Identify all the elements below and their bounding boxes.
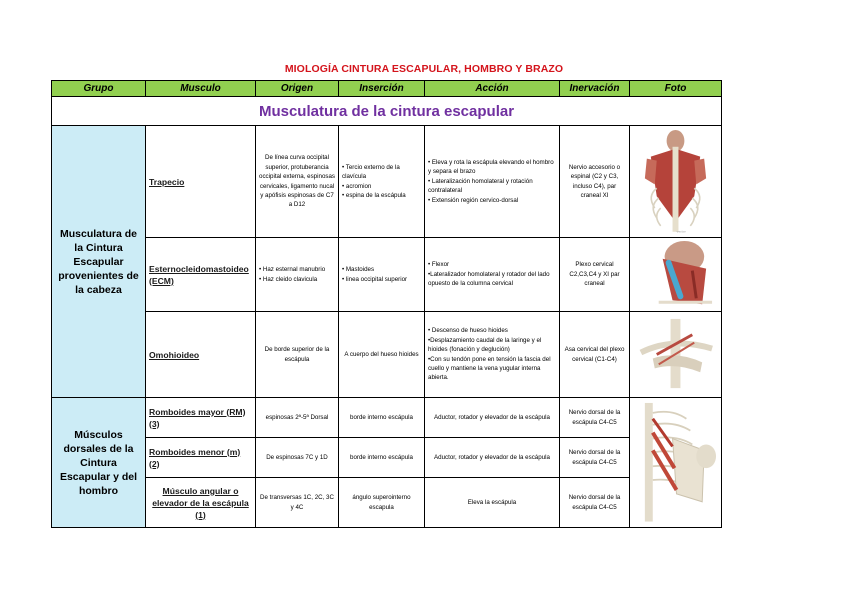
muscle-name: Trapecio [146,126,256,238]
photo-cell [630,398,722,528]
insertion-cell [339,126,425,238]
table-row [52,126,722,238]
origin-line: • Haz cleido clavicula [259,275,318,283]
insertion-cell: A cuerpo del hueso hioides [339,312,425,398]
section-row [52,97,722,126]
action-line: • Descenso de hueso hioides [428,327,508,335]
trapezius-illustration [633,127,718,236]
action-line: • Extensión región cervico-dorsal [428,196,519,204]
rhomboid-illustration [633,399,718,526]
innervation-cell: Asa cervical del plexo cervical (C1-C4) [560,312,630,398]
insertion-cell: borde interno escápula [339,398,425,438]
action-cell: Eleva la escápula [425,478,560,528]
table-row [52,438,722,478]
table-row [52,238,722,312]
origin-cell: De transversas 1C, 2C, 3C y 4C [256,478,339,528]
group-name: Músculos dorsales de la Cintura Escapular y del hombro [52,398,146,528]
action-cell [425,126,560,238]
action-line: •Lateralizador homolateral y rotador del lado opuesto de la columna cervical [428,270,550,288]
action-line: • Flexor [428,261,450,269]
action-line: •Con su tendón pone en tensión la fascia del cuello y mantiene la vena yugular interna abierta. [428,355,551,382]
insertion-line: • linea occipital superior [342,275,408,283]
action-cell: Aductor, rotador y elevador de la escápula [425,438,560,478]
innervation-cell: Nervio accesorio o espinal (C2 y C3, incluso C4), par craneal XI [560,126,630,238]
action-line: • Eleva y rota la escápula elevando el hombro y separa el brazo [428,158,554,176]
col-header-musculo: Musculo [146,81,256,97]
insertion-line: • acromion [342,182,372,190]
col-header-insercion: Inserción [339,81,425,97]
svg-text:vector: vector [676,229,686,234]
header-row [52,81,722,97]
col-header-origen: Origen [256,81,339,97]
table-row [52,478,722,528]
col-header-inervacion: Inervación [560,81,630,97]
muscle-name: Romboides mayor (RM) (3) [146,398,256,438]
origin-cell: espinosas 2ª-5ª Dorsal [256,398,339,438]
origin-cell: De línea curva occipital superior, protuberancia occipital externa, espinosas cervicales, ligamento nucal y apófisis espinosas de C7 a D12 [256,126,339,238]
insertion-line: • Mastoides [342,266,375,274]
omohyoid-illustration [633,313,718,396]
muscle-name: Romboides menor (m) (2) [146,438,256,478]
origin-line: • Haz esternal manubrio [259,266,326,274]
origin-cell: De borde superior de la escápula [256,312,339,398]
group-name: Musculatura de la Cintura Escapular provenientes de la cabeza [52,126,146,398]
muscle-name: Músculo angular o elevador de la escápula (1) [146,478,256,528]
innervation-cell: Nervio dorsal de la escápula C4-C5 [560,438,630,478]
section-title: Musculatura de la cintura escapular [52,97,722,126]
table-row [52,312,722,398]
document-title: MIOLOGÍA CINTURA ESCAPULAR, HOMBRO Y BRAZO [284,63,564,75]
photo-cell [630,238,722,312]
action-cell [425,238,560,312]
insertion-cell: borde interno escápula [339,438,425,478]
neck-illustration [633,239,718,310]
insertion-cell [339,238,425,312]
col-header-foto: Foto [630,81,722,97]
action-line: • Lateralización homolateral y rotación contralateral [428,177,533,195]
photo-cell [630,126,722,238]
muscle-name: Omohioideo [146,312,256,398]
action-line: •Desplazamiento caudal de la laringe y el hioides (fonación y deglución) [428,336,542,354]
col-header-accion: Acción [425,81,560,97]
action-cell [425,312,560,398]
innervation-cell: Plexo cervical C2,C3,C4 y XI par craneal [560,238,630,312]
miology-table [51,80,722,528]
origin-cell: De espinosas 7C y 1D [256,438,339,478]
origin-cell [256,238,339,312]
action-cell: Aductor, rotador y elevador de la escápula [425,398,560,438]
insertion-cell: ángulo superointerno escapula [339,478,425,528]
insertion-line: • espina de la escápula [342,191,406,199]
innervation-cell: Nervio dorsal de la escápula C4-C5 [560,478,630,528]
photo-cell [630,312,722,398]
innervation-cell: Nervio dorsal de la escápula C4-C5 [560,398,630,438]
muscle-name: Esternocleidomastoideo (ECM) [146,238,256,312]
table-row [52,398,722,438]
col-header-grupo: Grupo [52,81,146,97]
insertion-line: • Tercio externo de la clavícula [342,163,400,181]
